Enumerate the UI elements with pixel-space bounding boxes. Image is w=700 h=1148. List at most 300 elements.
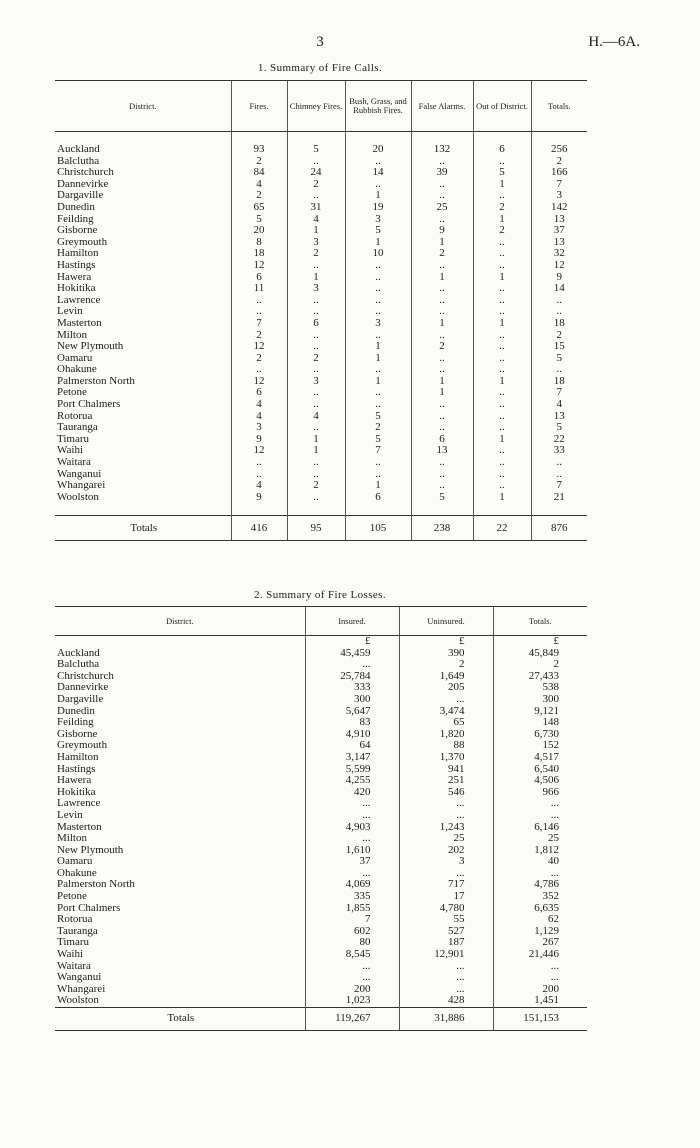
- amount-cell: ...: [493, 810, 587, 822]
- count-cell: ..: [287, 295, 345, 307]
- count-cell: 2: [473, 225, 531, 237]
- amount-cell: 4,903: [305, 822, 399, 834]
- count-cell: 2: [231, 330, 287, 342]
- count-cell: ..: [473, 237, 531, 249]
- district-name: Milton: [57, 328, 87, 341]
- table-row: [55, 752, 587, 764]
- count-cell: ..: [473, 399, 531, 411]
- table-row: [55, 682, 587, 694]
- amount-cell: 3: [399, 856, 493, 868]
- count-cell: 132: [411, 144, 473, 156]
- district-name: Greymouth: [57, 235, 108, 248]
- table-row: [55, 648, 587, 660]
- amount-cell: 1,023: [305, 995, 399, 1007]
- count-cell: 7: [531, 387, 587, 399]
- count-cell: ..: [345, 272, 411, 284]
- count-cell: ..: [411, 480, 473, 492]
- count-cell: ..: [287, 469, 345, 481]
- table-row: [55, 480, 587, 492]
- table-row: [55, 764, 587, 776]
- count-cell: ..: [231, 364, 287, 376]
- count-cell: ..: [345, 457, 411, 469]
- count-cell: 12: [231, 445, 287, 457]
- count-cell: 5: [345, 225, 411, 237]
- amount-cell: 6,540: [493, 764, 587, 776]
- district-name: Gisborne: [57, 224, 98, 237]
- amount-cell: ...: [305, 868, 399, 880]
- district-name: Balclutha: [57, 658, 100, 671]
- district-name: Waitara: [57, 959, 91, 972]
- currency-symbol: £: [399, 636, 493, 648]
- table-row: [55, 937, 587, 949]
- count-cell: 18: [531, 318, 587, 330]
- amount-cell: 300: [493, 694, 587, 706]
- table-row: [55, 318, 587, 330]
- district-name: Hokitika: [57, 785, 96, 798]
- district-name: Tauranga: [57, 924, 98, 937]
- count-cell: 1: [473, 272, 531, 284]
- amount-cell: ...: [493, 961, 587, 973]
- count-cell: ..: [411, 457, 473, 469]
- count-cell: ..: [345, 306, 411, 318]
- count-cell: 13: [411, 445, 473, 457]
- amount-cell: 390: [399, 648, 493, 660]
- count-cell: 1: [287, 445, 345, 457]
- amount-cell: 200: [493, 984, 587, 996]
- table-row: [55, 283, 587, 295]
- count-cell: ..: [473, 330, 531, 342]
- count-cell: ..: [345, 387, 411, 399]
- fire-losses-title: 2. Summary of Fire Losses.: [253, 589, 386, 601]
- district-name: Masterton: [57, 820, 102, 833]
- count-cell: 1: [411, 387, 473, 399]
- count-cell: ..: [411, 156, 473, 168]
- amount-cell: 148: [493, 717, 587, 729]
- amount-cell: ...: [399, 694, 493, 706]
- count-cell: 256: [531, 144, 587, 156]
- table-row: [55, 891, 587, 903]
- count-cell: 7: [531, 179, 587, 191]
- currency-symbol: £: [305, 636, 399, 648]
- amount-cell: 5,647: [305, 706, 399, 718]
- count-cell: 1: [287, 272, 345, 284]
- district-name: Dunedin: [57, 200, 95, 213]
- count-cell: ..: [287, 457, 345, 469]
- district-name: Hastings: [57, 762, 96, 775]
- fire-calls-title: 1. Summary of Fire Calls.: [257, 62, 383, 74]
- table-row: [55, 445, 587, 457]
- spacer-row: [55, 132, 587, 145]
- count-cell: 6: [231, 272, 287, 284]
- district-name: Ohakune: [57, 866, 97, 879]
- count-cell: ..: [287, 330, 345, 342]
- table-row: [55, 422, 587, 434]
- amount-cell: 187: [399, 937, 493, 949]
- count-cell: 1: [473, 214, 531, 226]
- district-name: Timaru: [57, 432, 89, 445]
- district-name: New Plymouth: [57, 843, 124, 856]
- count-cell: 33: [531, 445, 587, 457]
- amount-cell: 45,849: [493, 648, 587, 660]
- amount-cell: ...: [305, 810, 399, 822]
- count-cell: 1: [473, 492, 531, 504]
- spacer-cell: [55, 636, 305, 648]
- amount-cell: 527: [399, 926, 493, 938]
- table-row: [55, 729, 587, 741]
- count-cell: 32: [531, 248, 587, 260]
- count-cell: 2: [411, 341, 473, 353]
- fire-calls-header-row: [55, 81, 587, 132]
- count-cell: 1: [473, 179, 531, 191]
- amount-cell: 546: [399, 787, 493, 799]
- count-cell: ..: [411, 179, 473, 191]
- count-cell: 14: [531, 283, 587, 295]
- amount-cell: 1,610: [305, 845, 399, 857]
- amount-cell: 267: [493, 937, 587, 949]
- table-row: [55, 787, 587, 799]
- district-name: Port Chalmers: [57, 901, 121, 914]
- count-cell: 22: [531, 434, 587, 446]
- district-name: Hokitika: [57, 282, 96, 295]
- table-row: [55, 926, 587, 938]
- count-cell: ..: [287, 492, 345, 504]
- district-name: Palmerston North: [57, 374, 135, 387]
- col-false-alarms: False Alarms.: [411, 81, 473, 132]
- amount-cell: 45,459: [305, 648, 399, 660]
- amount-cell: ...: [399, 810, 493, 822]
- amount-cell: ...: [493, 868, 587, 880]
- amount-cell: 1,812: [493, 845, 587, 857]
- amount-cell: ...: [399, 961, 493, 973]
- count-cell: 84: [231, 167, 287, 179]
- table-row: [55, 984, 587, 996]
- count-cell: ..: [231, 295, 287, 307]
- district-name: Dunedin: [57, 704, 95, 717]
- amount-cell: 80: [305, 937, 399, 949]
- amount-cell: 251: [399, 775, 493, 787]
- amount-cell: ...: [399, 972, 493, 984]
- col-bush-fires: Bush, Grass, and Rubbish Fires.: [345, 81, 411, 132]
- count-cell: 2: [411, 248, 473, 260]
- amount-cell: 4,910: [305, 729, 399, 741]
- count-cell: 25: [411, 202, 473, 214]
- page-number: 3: [316, 34, 324, 50]
- table-row: [55, 903, 587, 915]
- count-cell: 2: [231, 353, 287, 365]
- amount-cell: 88: [399, 740, 493, 752]
- count-cell: 3: [287, 237, 345, 249]
- count-cell: 1: [411, 272, 473, 284]
- count-cell: ..: [411, 364, 473, 376]
- district-name: Wanganui: [57, 971, 102, 984]
- count-cell: ..: [345, 364, 411, 376]
- count-cell: ..: [345, 295, 411, 307]
- amount-cell: 3,147: [305, 752, 399, 764]
- count-cell: 11: [231, 283, 287, 295]
- count-cell: 5: [345, 434, 411, 446]
- count-cell: ..: [473, 353, 531, 365]
- count-cell: 5: [531, 353, 587, 365]
- table-row: [55, 306, 587, 318]
- district-name: Waitara: [57, 456, 91, 469]
- amount-cell: ...: [305, 833, 399, 845]
- count-cell: 5: [231, 214, 287, 226]
- table-row: [55, 214, 587, 226]
- count-cell: 12: [231, 260, 287, 272]
- amount-cell: 4,517: [493, 752, 587, 764]
- amount-cell: 200: [305, 984, 399, 996]
- table-row: [55, 411, 587, 423]
- district-name: Milton: [57, 832, 87, 845]
- count-cell: 9: [231, 492, 287, 504]
- table-row: [55, 845, 587, 857]
- amount-cell: 3,474: [399, 706, 493, 718]
- amount-cell: ...: [399, 798, 493, 810]
- count-cell: ..: [411, 411, 473, 423]
- count-cell: 6: [287, 318, 345, 330]
- count-cell: 20: [345, 144, 411, 156]
- district-name: Dargaville: [57, 692, 104, 705]
- count-cell: ..: [473, 306, 531, 318]
- table-row: [55, 179, 587, 191]
- table-row: [55, 225, 587, 237]
- amount-cell: 64: [305, 740, 399, 752]
- amount-cell: 4,780: [399, 903, 493, 915]
- amount-cell: 4,506: [493, 775, 587, 787]
- count-cell: 1: [411, 318, 473, 330]
- total-cell: 238: [411, 516, 473, 541]
- count-cell: 93: [231, 144, 287, 156]
- count-cell: ..: [531, 364, 587, 376]
- count-cell: 166: [531, 167, 587, 179]
- table-row: [55, 798, 587, 810]
- amount-cell: ...: [399, 868, 493, 880]
- amount-cell: 602: [305, 926, 399, 938]
- count-cell: ..: [287, 190, 345, 202]
- count-cell: 3: [531, 190, 587, 202]
- table-row: [55, 434, 587, 446]
- district-name: Ohakune: [57, 363, 97, 376]
- spacer-cell: [411, 503, 473, 516]
- district-name: Hastings: [57, 258, 96, 271]
- amount-cell: 37: [305, 856, 399, 868]
- amount-cell: 717: [399, 879, 493, 891]
- count-cell: 4: [531, 399, 587, 411]
- count-cell: ..: [473, 248, 531, 260]
- district-name: Rotorua: [57, 913, 93, 926]
- count-cell: ..: [411, 295, 473, 307]
- spacer-cell: [55, 503, 231, 516]
- count-cell: ..: [473, 260, 531, 272]
- amount-cell: 1,451: [493, 995, 587, 1007]
- amount-cell: 941: [399, 764, 493, 776]
- totals-label: Totals: [55, 1008, 305, 1031]
- spacer-row: [55, 503, 587, 516]
- count-cell: 12: [531, 260, 587, 272]
- table-row: [55, 740, 587, 752]
- table-row: [55, 775, 587, 787]
- count-cell: 4: [231, 411, 287, 423]
- amount-cell: 1,370: [399, 752, 493, 764]
- amount-cell: 538: [493, 682, 587, 694]
- count-cell: ..: [231, 457, 287, 469]
- count-cell: 13: [531, 237, 587, 249]
- district-name: Wanganui: [57, 467, 102, 480]
- district-name: Tauranga: [57, 421, 98, 434]
- count-cell: ..: [473, 364, 531, 376]
- count-cell: ..: [473, 480, 531, 492]
- count-cell: 21: [531, 492, 587, 504]
- count-cell: ..: [345, 399, 411, 411]
- district-name: Christchurch: [57, 669, 114, 682]
- amount-cell: ...: [399, 984, 493, 996]
- count-cell: 2: [473, 202, 531, 214]
- amount-cell: ...: [305, 798, 399, 810]
- district-name: Levin: [57, 305, 83, 318]
- count-cell: 2: [287, 353, 345, 365]
- currency-symbol: £: [493, 636, 587, 648]
- count-cell: ..: [411, 283, 473, 295]
- count-cell: 2: [287, 179, 345, 191]
- table-row: [55, 717, 587, 729]
- col-chimney-fires: Chimney Fires.: [287, 81, 345, 132]
- count-cell: ..: [473, 341, 531, 353]
- count-cell: 20: [231, 225, 287, 237]
- table-row: [55, 972, 587, 984]
- table-row: [55, 961, 587, 973]
- col-insured: Insured.: [305, 607, 399, 636]
- count-cell: ..: [473, 411, 531, 423]
- fire-losses-header-row: [55, 607, 587, 636]
- table-row: [55, 330, 587, 342]
- amount-cell: 420: [305, 787, 399, 799]
- count-cell: ..: [287, 399, 345, 411]
- table-row: [55, 167, 587, 179]
- count-cell: ..: [473, 295, 531, 307]
- table-row: [55, 202, 587, 214]
- count-cell: ..: [287, 306, 345, 318]
- district-name: Hamilton: [57, 247, 99, 260]
- district-name: Waihi: [57, 444, 83, 457]
- district-name: Timaru: [57, 936, 89, 949]
- count-cell: ..: [345, 469, 411, 481]
- count-cell: 2: [531, 156, 587, 168]
- count-cell: ..: [231, 306, 287, 318]
- count-cell: 14: [345, 167, 411, 179]
- table-row: [55, 237, 587, 249]
- total-cell: 95: [287, 516, 345, 541]
- count-cell: 3: [287, 283, 345, 295]
- count-cell: 3: [345, 214, 411, 226]
- count-cell: 142: [531, 202, 587, 214]
- totals-label: Totals: [55, 516, 231, 541]
- count-cell: 31: [287, 202, 345, 214]
- count-cell: 13: [531, 411, 587, 423]
- count-cell: ..: [345, 156, 411, 168]
- amount-cell: 62: [493, 914, 587, 926]
- amount-cell: 4,786: [493, 879, 587, 891]
- count-cell: ..: [411, 353, 473, 365]
- count-cell: 5: [473, 167, 531, 179]
- count-cell: ..: [473, 422, 531, 434]
- amount-cell: 966: [493, 787, 587, 799]
- count-cell: 37: [531, 225, 587, 237]
- amount-cell: 6,146: [493, 822, 587, 834]
- count-cell: ..: [531, 295, 587, 307]
- count-cell: 1: [473, 318, 531, 330]
- totals-row: [55, 516, 587, 541]
- count-cell: ..: [287, 260, 345, 272]
- count-cell: ..: [287, 364, 345, 376]
- district-name: New Plymouth: [57, 340, 124, 353]
- district-name: Lawrence: [57, 797, 101, 810]
- total-cell: 22: [473, 516, 531, 541]
- district-name: Gisborne: [57, 727, 98, 740]
- col-out-of-district: Out of District.: [473, 81, 531, 132]
- amount-cell: 65: [399, 717, 493, 729]
- count-cell: ..: [411, 399, 473, 411]
- district-name: Dargaville: [57, 189, 104, 202]
- amount-cell: ...: [493, 972, 587, 984]
- count-cell: 1: [345, 376, 411, 388]
- count-cell: 7: [531, 480, 587, 492]
- count-cell: ..: [345, 330, 411, 342]
- amount-cell: 6,730: [493, 729, 587, 741]
- count-cell: ..: [411, 214, 473, 226]
- count-cell: ..: [473, 469, 531, 481]
- amount-cell: 7: [305, 914, 399, 926]
- amount-cell: 1,820: [399, 729, 493, 741]
- count-cell: 1: [473, 434, 531, 446]
- table-row: [55, 492, 587, 504]
- amount-cell: 4,069: [305, 879, 399, 891]
- count-cell: 2: [345, 422, 411, 434]
- district-name: Auckland: [57, 646, 100, 659]
- amount-cell: 2: [399, 659, 493, 671]
- amount-cell: 1,649: [399, 671, 493, 683]
- count-cell: ..: [411, 190, 473, 202]
- count-cell: 9: [531, 272, 587, 284]
- table-row: [55, 659, 587, 671]
- document-reference: H.—6A.: [588, 34, 640, 50]
- amount-cell: 40: [493, 856, 587, 868]
- count-cell: 9: [411, 225, 473, 237]
- table-row: [55, 810, 587, 822]
- count-cell: 6: [345, 492, 411, 504]
- count-cell: ..: [287, 422, 345, 434]
- amount-cell: 1,243: [399, 822, 493, 834]
- district-name: Lawrence: [57, 293, 101, 306]
- table-row: [55, 949, 587, 961]
- count-cell: ..: [473, 283, 531, 295]
- district-name: Hawera: [57, 774, 92, 787]
- count-cell: 1: [287, 434, 345, 446]
- district-name: Waihi: [57, 948, 83, 961]
- count-cell: 6: [411, 434, 473, 446]
- count-cell: 3: [287, 376, 345, 388]
- count-cell: 1: [473, 376, 531, 388]
- district-name: Petone: [57, 386, 87, 399]
- district-name: Greymouth: [57, 739, 108, 752]
- district-name: Auckland: [57, 143, 100, 155]
- count-cell: 1: [411, 376, 473, 388]
- count-cell: ..: [531, 469, 587, 481]
- table-row: [55, 671, 587, 683]
- count-cell: 3: [231, 422, 287, 434]
- count-cell: ..: [473, 457, 531, 469]
- count-cell: ..: [345, 179, 411, 191]
- amount-cell: 12,901: [399, 949, 493, 961]
